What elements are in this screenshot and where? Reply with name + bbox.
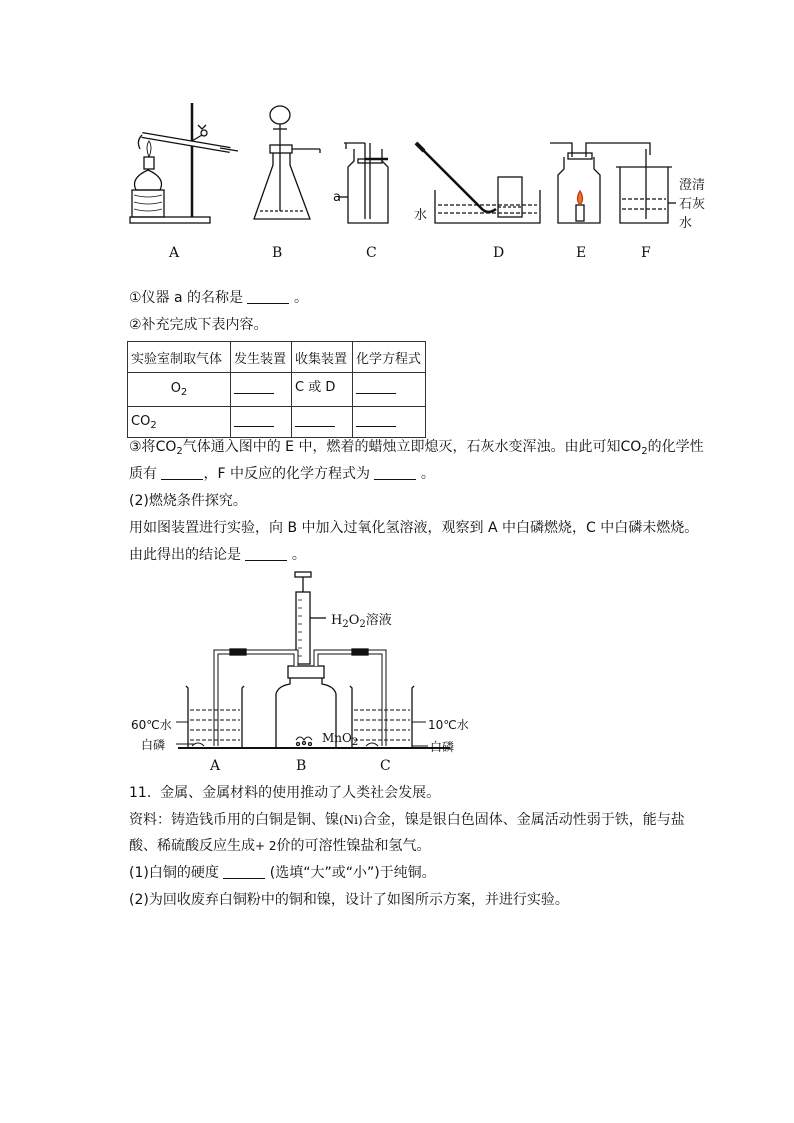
table-cell-gas: $CO_2$ [128,407,231,438]
left-water-label: 60℃水 [131,718,172,732]
water-label-d: 水 [414,208,428,223]
answer-blank[interactable] [247,289,289,304]
table-header-cell: 化学方程式 [353,342,426,373]
apparatus-label-c: C [366,245,377,261]
mno2-label: MnO$_2$ [322,731,359,748]
apparatus-b-drawing [254,106,320,219]
question-2-line-2: 由此得出的结论是 。 [129,547,306,563]
limewater-label-line-2: 石灰 [679,197,706,212]
beaker-label-a: A [210,758,221,774]
q11-info-line-1: 资料：铸造钱币用的白铜是铜、镍(Ni)合金，镍是银白色固体、金属活动性弱于铁，能与盐 [129,812,685,828]
gas-preparation-table [127,341,426,438]
table-header-cell: 发生装置 [231,342,292,373]
table-row [128,373,426,407]
apparatus-figure [120,95,720,265]
answer-blank[interactable] [374,465,416,480]
answer-blank[interactable] [223,864,265,879]
question-1-3-line-1: ③将$CO_2$气体通入图中的 E 中，燃着的蜡烛立即熄灭，石灰水变浑浊。由此可知$CO_2$的化学性 [129,439,704,457]
table-cell-blank[interactable] [292,407,353,438]
table-cell-blank[interactable] [353,373,426,407]
table-cell-collect: C 或 D [292,373,353,407]
answer-blank[interactable] [245,546,287,561]
apparatus-f-drawing [616,149,676,223]
question-1-1: ①仪器 a 的名称是 。 [129,290,308,306]
bottle-label-b: B [296,758,307,774]
table-cell-blank[interactable] [231,373,292,407]
limewater-label-line-1: 澄清 [679,178,706,193]
limewater-label [679,176,705,233]
combustion-figure [170,570,470,755]
apparatus-e-drawing [550,143,650,223]
question-2-title: (2)燃烧条件探究。 [129,493,247,509]
h2o2-solution-label: $H_2O_2$溶液 [331,613,392,630]
right-white-phosphorus-label: 白磷 [430,740,455,754]
question-number: 11. [129,785,152,801]
apparatus-label-e: E [576,245,587,261]
beaker-label-c: C [380,758,391,774]
right-water-label: 10℃水 [428,718,469,732]
apparatus-label-b: B [272,245,283,261]
limewater-label-line-3: 水 [679,216,693,231]
answer-blank[interactable] [161,465,203,480]
table-header-cell: 实验室制取气体 [128,342,231,373]
table-header-row [128,342,426,373]
apparatus-label-d: D [493,245,505,261]
q11-part-1: (1)白铜的硬度 (选填“大”或“小”)于纯铜。 [129,865,436,881]
apparatus-label-a: A [169,245,180,261]
q11-info-line-2: 酸、稀硫酸反应生成+ 2价的可溶性镍盐和氢气。 [129,838,431,854]
apparatus-d-drawing [416,143,540,223]
instrument-a-label: a [333,190,341,205]
table-cell-blank[interactable] [353,407,426,438]
q11-part-2: (2)为回收废弃白铜粉中的铜和镍，设计了如图所示方案，并进行实验。 [129,892,569,908]
question-1-2: ②补充完成下表内容。 [129,317,268,333]
apparatus-c-drawing [338,143,388,223]
question-11-title: 11. 金属、金属材料的使用推动了人类社会发展。 [129,785,441,801]
apparatus-label-f: F [641,245,651,261]
left-white-phosphorus-label: 白磷 [141,738,166,752]
apparatus-a-drawing [130,103,238,223]
table-cell-gas: $O_2$ [128,373,231,407]
question-1-3-line-2: 质有 ，F 中反应的化学方程式为 。 [129,466,435,482]
table-cell-blank[interactable] [231,407,292,438]
question-2-line-1: 用如图装置进行实验，向 B 中加入过氧化氢溶液，观察到 A 中白磷燃烧，C 中白磷未燃烧。 [129,520,699,536]
table-header-cell: 收集装置 [292,342,353,373]
table-row [128,407,426,438]
